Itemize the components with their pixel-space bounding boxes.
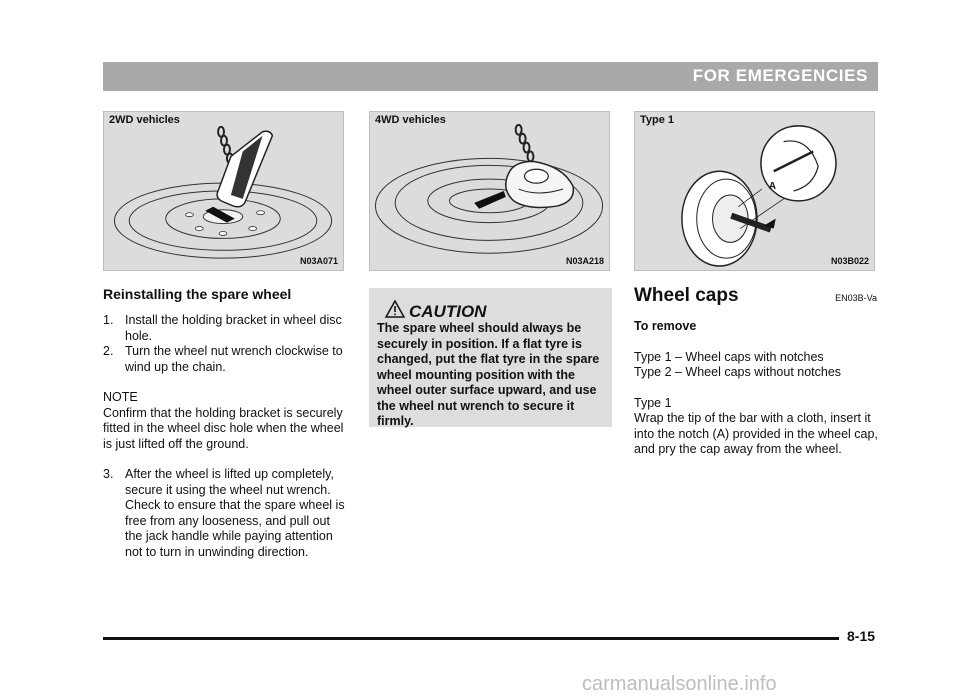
callout-a-label: A <box>768 181 776 193</box>
to-remove-subheading: To remove <box>634 319 697 333</box>
caution-text: The spare wheel should always be securely in position. If a flat tyre is changed, put the flat tyre in the spare wheel mounting position with the wheel outer surface upward, and use the wheel nut wrench to secure it firmly. <box>377 321 600 428</box>
type-line: Type 2 – Wheel caps without notches <box>634 365 842 379</box>
figure-code: N03A071 <box>299 256 338 266</box>
type-line: Type 1 – Wheel caps with notches <box>634 349 824 364</box>
section-title: FOR EMERGENCIES <box>692 66 868 85</box>
wheel-cap-removal-illustration <box>635 112 874 270</box>
figure-4wd <box>369 111 610 271</box>
figure-code: N03B022 <box>830 256 869 266</box>
right-column-body <box>634 319 878 458</box>
header-bar <box>103 62 878 91</box>
note-text: Confirm that the holding bracket is securely fitted in the wheel disc hole when the wheel is just lifted off the ground. <box>103 405 344 451</box>
list-number: 3. <box>103 467 114 481</box>
list-text: Turn the wheel nut wrench clockwise to wind up the chain. <box>125 344 343 374</box>
list-text: After the wheel is lifted up completely, secure it using the wheel nut wrench. Check to ensure that the spare wheel is free from any looseness, and pull out the jack handle while paying attention not to turn in unwinding direction. <box>125 467 345 559</box>
figure-2wd <box>103 111 344 271</box>
caution-box <box>369 288 612 427</box>
warning-triangle-icon <box>385 298 405 320</box>
list-number: 1. <box>103 313 114 327</box>
watermark: carmanualsonline.info <box>582 673 777 695</box>
caution-title: CAUTION <box>409 302 487 321</box>
type1-text: Wrap the tip of the bar with a cloth, insert it into the notch (A) provided in the wheel cap, and pry the cap away from the wheel. <box>634 411 878 456</box>
section-heading: Reinstalling the spare wheel <box>103 286 292 302</box>
section-code: EN03B-Va <box>835 293 877 303</box>
note-label: NOTE <box>103 390 138 404</box>
wheel-caps-title: Wheel caps <box>634 285 739 306</box>
list-item <box>103 313 349 344</box>
page-number: 8-15 <box>847 628 876 644</box>
figure-label: Type 1 <box>640 114 675 126</box>
spare-wheel-4wd-illustration <box>370 112 609 270</box>
list-item <box>103 344 349 375</box>
figure-type1 <box>634 111 875 271</box>
figure-label: 2WD vehicles <box>109 114 180 126</box>
left-column-body <box>103 313 349 560</box>
figure-code: N03A218 <box>565 256 604 266</box>
figure-label: 4WD vehicles <box>375 114 446 126</box>
spare-wheel-2wd-illustration <box>104 112 343 270</box>
list-text: Install the holding bracket in wheel disc hole. <box>125 313 342 343</box>
list-number: 2. <box>103 344 114 358</box>
list-item <box>103 467 349 560</box>
type1-label: Type 1 <box>634 395 672 410</box>
footer-rule <box>103 637 839 640</box>
